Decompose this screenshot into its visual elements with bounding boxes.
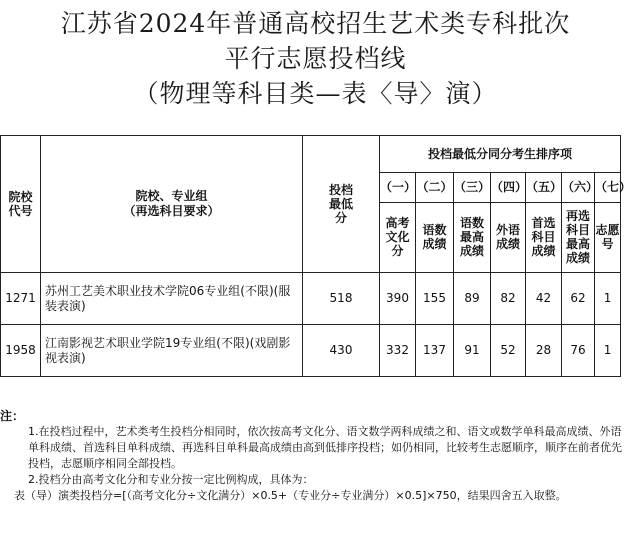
- notes-label: 注：: [0, 409, 25, 423]
- table-row: [1, 325, 621, 377]
- title-line-2: 平行志愿投档线: [224, 44, 407, 73]
- note-1: 1.在投档过程中，艺术类考生投档分相同时，依次按高考文化分、语文数学两科成绩之和、语文或数学单科最高成绩、外语单科成绩、首选科目单科成绩、再选科目单科最高成绩由高到低排序投档；如仍相同，比较考生志愿顺序，顺序在前者优先投档，志愿顺序相同全部投档。: [28, 425, 622, 470]
- item-label: 志愿号: [595, 203, 621, 273]
- row-value: 155: [416, 273, 454, 325]
- row-value: 332: [380, 325, 416, 377]
- row-value: 137: [416, 325, 454, 377]
- item-label: 语数成绩: [416, 203, 454, 273]
- item-label: 再选科目最高成绩: [562, 203, 595, 273]
- title-block: [0, 6, 631, 111]
- rank-label: （五）: [526, 173, 562, 203]
- row-value: 390: [380, 273, 416, 325]
- row-value: 42: [526, 273, 562, 325]
- cutoff-table: [0, 135, 631, 377]
- row-school-name: 苏州工艺美术职业技术学院06专业组(不限)(服装表演): [41, 273, 303, 325]
- row-school-name: 江南影视艺术职业学院19专业组(不限)(戏剧影视表演): [41, 325, 303, 377]
- header-school: [41, 136, 303, 273]
- item-label: 语数最高成绩: [454, 203, 491, 273]
- note-3: 表（导）演类投档分=[（高考文化分÷文化满分）×0.5+（专业分÷专业满分）×0.5]×750，结果四舍五入取整。: [14, 489, 567, 502]
- row-value: 82: [491, 273, 526, 325]
- rank-label: （七）: [595, 173, 621, 203]
- row-value: 91: [454, 325, 491, 377]
- notes-section: [0, 408, 631, 504]
- header-school-note: （再选科目要求）: [123, 204, 220, 218]
- row-value: 1: [595, 273, 621, 325]
- item-label: 高考文化分: [380, 203, 416, 273]
- table-row: [1, 273, 621, 325]
- rank-label: （六）: [562, 173, 595, 203]
- row-value: 62: [562, 273, 595, 325]
- row-min-score: 518: [303, 273, 380, 325]
- row-code: 1271: [1, 273, 41, 325]
- row-value: 28: [526, 325, 562, 377]
- row-value: 1: [595, 325, 621, 377]
- note-2: 2.投档分由高考文化分和专业分按一定比例构成，具体为：: [28, 473, 314, 486]
- item-label: 首选科目成绩: [526, 203, 562, 273]
- row-value: 52: [491, 325, 526, 377]
- rank-label: （一）: [380, 173, 416, 203]
- rank-label: （三）: [454, 173, 491, 203]
- header-code: 院校代号: [1, 136, 41, 273]
- title-line-1: 江苏省2024年普通高校招生艺术类专科批次: [60, 9, 571, 38]
- rank-label: （四）: [491, 173, 526, 203]
- row-min-score: 430: [303, 325, 380, 377]
- header-school-label: 院校、专业组: [135, 189, 208, 203]
- row-value: 76: [562, 325, 595, 377]
- row-code: 1958: [1, 325, 41, 377]
- item-label: 外语成绩: [491, 203, 526, 273]
- row-value: 89: [454, 273, 491, 325]
- header-min-score: 投档最低分: [303, 136, 380, 273]
- rank-label: （二）: [416, 173, 454, 203]
- header-ranking-group: 投档最低分同分考生排序项: [380, 136, 621, 173]
- title-line-3: （物理等科目类—表〈导〉演）: [133, 79, 498, 108]
